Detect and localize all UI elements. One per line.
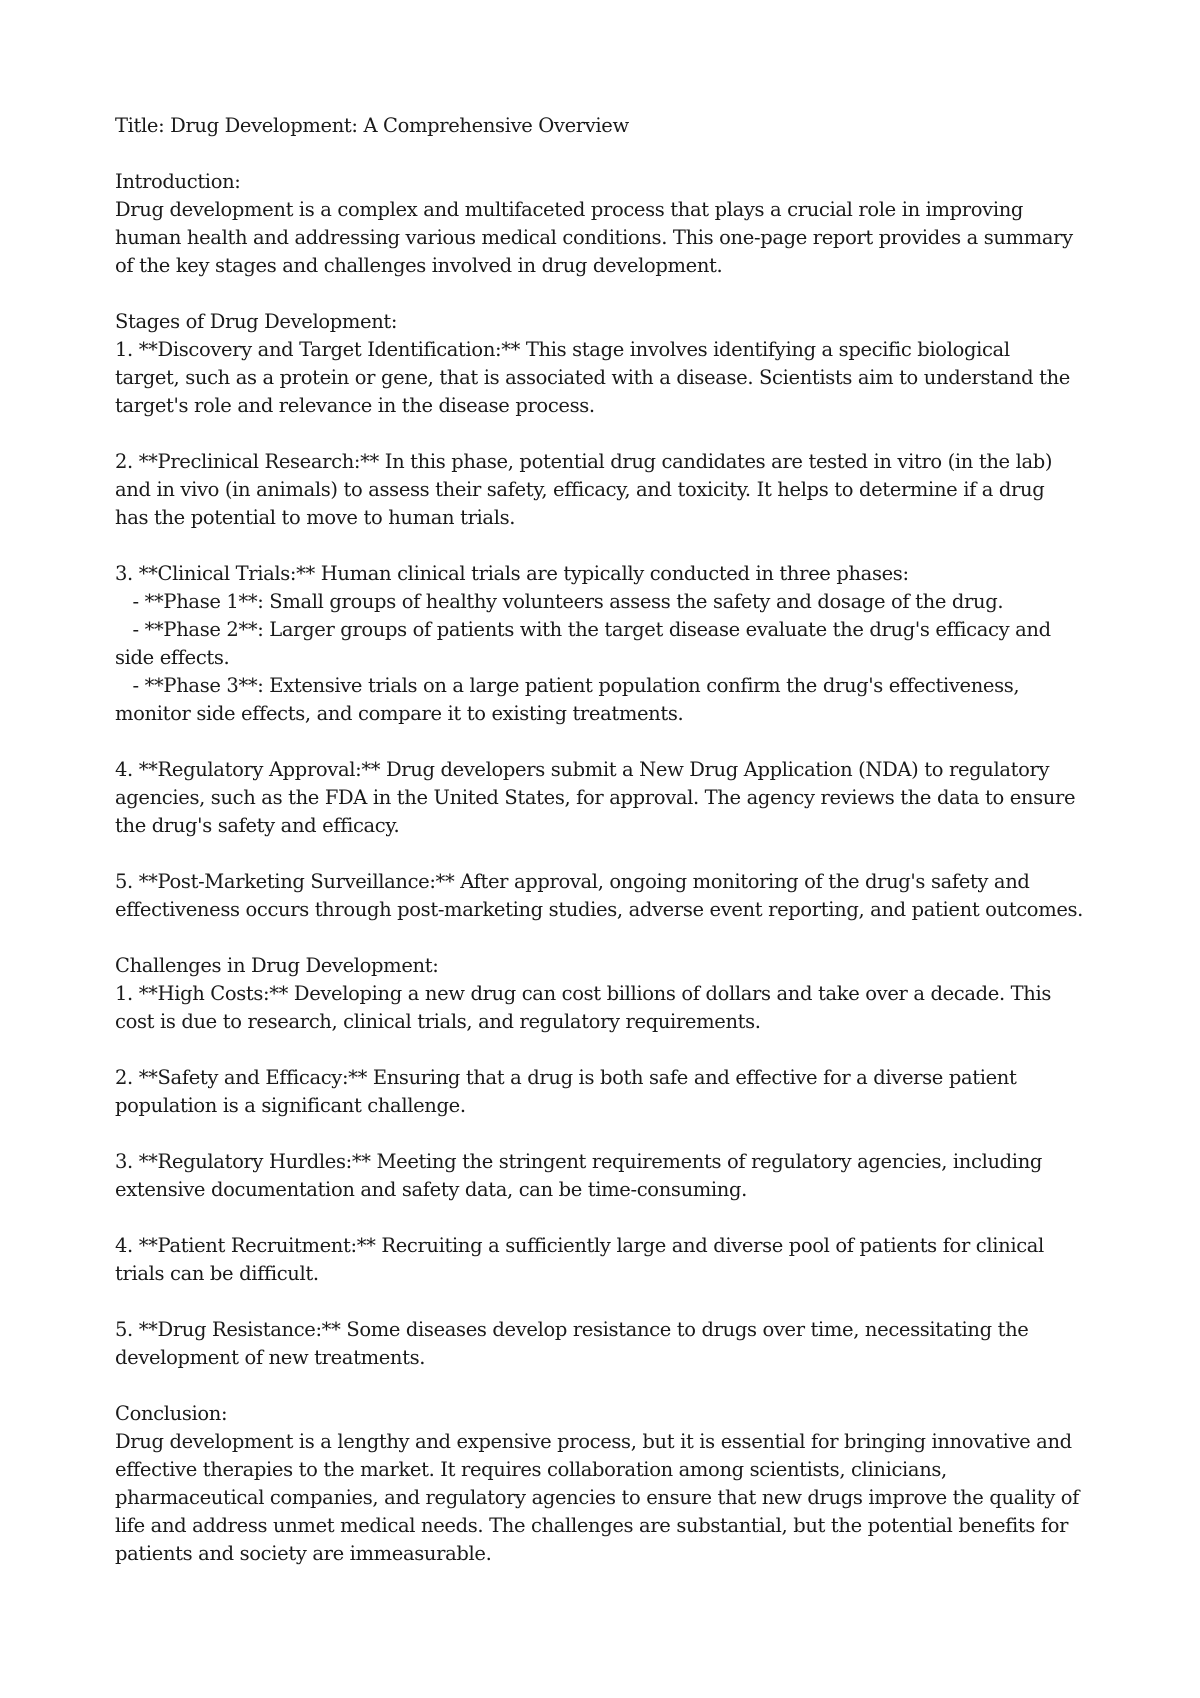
- stage-line: effectiveness occurs through post-marketing studies, adverse event reporting, and patient outcomes.: [115, 898, 1084, 921]
- stage-item-clinical-trials: [115, 560, 1115, 728]
- spacer: [115, 1372, 1115, 1400]
- conclusion-line: life and address unmet medical needs. The challenges are substantial, but the potential benefits for: [115, 1514, 1069, 1537]
- introduction-line: Drug development is a complex and multifaceted process that plays a crucial role in improving: [115, 198, 1024, 221]
- stage-line: - **Phase 1**: Small groups of healthy volunteers assess the safety and dosage of the drug.: [115, 590, 1004, 613]
- challenge-item-high-costs: [115, 980, 1115, 1036]
- challenge-line: population is a significant challenge.: [115, 1094, 466, 1117]
- stages-section: [115, 308, 1115, 924]
- challenge-line: development of new treatments.: [115, 1346, 426, 1369]
- challenge-line: 2. **Safety and Efficacy:** Ensuring that a drug is both safe and effective for a diverse patient: [115, 1066, 1017, 1089]
- spacer: [115, 840, 1115, 868]
- challenge-line: trials can be difficult.: [115, 1262, 319, 1285]
- stage-line: the drug's safety and efficacy.: [115, 814, 400, 837]
- challenge-line: extensive documentation and safety data, can be time-consuming.: [115, 1178, 747, 1201]
- challenge-item-regulatory-hurdles: [115, 1148, 1115, 1204]
- challenge-item-drug-resistance: [115, 1316, 1115, 1372]
- spacer: [115, 1120, 1115, 1148]
- conclusion-line: effective therapies to the market. It requires collaboration among scientists, clinicians,: [115, 1458, 947, 1481]
- introduction-line: of the key stages and challenges involved in drug development.: [115, 254, 723, 277]
- challenge-line: cost is due to research, clinical trials, and regulatory requirements.: [115, 1010, 761, 1033]
- stage-line: - **Phase 3**: Extensive trials on a large patient population confirm the drug's effectiveness,: [115, 674, 1020, 697]
- stage-line: - **Phase 2**: Larger groups of patients with the target disease evaluate the drug's efficacy and: [115, 618, 1051, 641]
- stage-line: and in vivo (in animals) to assess their safety, efficacy, and toxicity. It helps to determine if a drug: [115, 478, 1045, 501]
- spacer: [115, 140, 1115, 168]
- stage-line: has the potential to move to human trials.: [115, 506, 516, 529]
- challenge-line: 1. **High Costs:** Developing a new drug can cost billions of dollars and take over a decade. This: [115, 982, 1052, 1005]
- stage-line: side effects.: [115, 646, 230, 669]
- spacer: [115, 1036, 1115, 1064]
- challenge-line: 5. **Drug Resistance:** Some diseases develop resistance to drugs over time, necessitating the: [115, 1318, 1029, 1341]
- conclusion-heading: Conclusion:: [115, 1402, 228, 1425]
- stages-heading: Stages of Drug Development:: [115, 310, 398, 333]
- spacer: [115, 420, 1115, 448]
- document-title: Title: Drug Development: A Comprehensive Overview: [115, 114, 629, 137]
- spacer: [115, 1204, 1115, 1232]
- stage-line: 3. **Clinical Trials:** Human clinical trials are typically conducted in three phases:: [115, 562, 909, 585]
- challenges-section: [115, 952, 1115, 1372]
- stage-item-post-marketing: [115, 868, 1115, 924]
- stage-line: 1. **Discovery and Target Identification:** This stage involves identifying a specific biological: [115, 338, 1010, 361]
- stage-line: 5. **Post-Marketing Surveillance:** After approval, ongoing monitoring of the drug's safety and: [115, 870, 1030, 893]
- challenge-line: 3. **Regulatory Hurdles:** Meeting the stringent requirements of regulatory agencies, including: [115, 1150, 1043, 1173]
- spacer: [115, 728, 1115, 756]
- stage-line: 4. **Regulatory Approval:** Drug developers submit a New Drug Application (NDA) to regulatory: [115, 758, 1050, 781]
- spacer: [115, 280, 1115, 308]
- conclusion-line: pharmaceutical companies, and regulatory agencies to ensure that new drugs improve the quality of: [115, 1486, 1079, 1509]
- stage-line: 2. **Preclinical Research:** In this phase, potential drug candidates are tested in vitro (in the lab): [115, 450, 1053, 473]
- conclusion-line: Drug development is a lengthy and expensive process, but it is essential for bringing innovative and: [115, 1430, 1072, 1453]
- spacer: [115, 1288, 1115, 1316]
- conclusion-line: patients and society are immeasurable.: [115, 1542, 492, 1565]
- introduction-heading: Introduction:: [115, 170, 241, 193]
- stage-line: monitor side effects, and compare it to existing treatments.: [115, 702, 684, 725]
- spacer: [115, 924, 1115, 952]
- challenge-line: 4. **Patient Recruitment:** Recruiting a sufficiently large and diverse pool of patients for clinical: [115, 1234, 1044, 1257]
- stage-line: target, such as a protein or gene, that is associated with a disease. Scientists aim to understand the: [115, 366, 1071, 389]
- document-page: [115, 112, 1115, 1568]
- spacer: [115, 532, 1115, 560]
- challenge-item-patient-recruitment: [115, 1232, 1115, 1288]
- stage-item-preclinical: [115, 448, 1115, 532]
- stage-item-regulatory-approval: [115, 756, 1115, 840]
- introduction-line: human health and addressing various medical conditions. This one-page report provides a summary: [115, 226, 1073, 249]
- stage-item-discovery: [115, 336, 1115, 420]
- challenges-heading: Challenges in Drug Development:: [115, 954, 439, 977]
- challenge-item-safety-efficacy: [115, 1064, 1115, 1120]
- introduction-section: [115, 168, 1115, 280]
- stage-line: target's role and relevance in the disease process.: [115, 394, 595, 417]
- stage-line: agencies, such as the FDA in the United States, for approval. The agency reviews the data to ensure: [115, 786, 1076, 809]
- conclusion-section: [115, 1400, 1115, 1568]
